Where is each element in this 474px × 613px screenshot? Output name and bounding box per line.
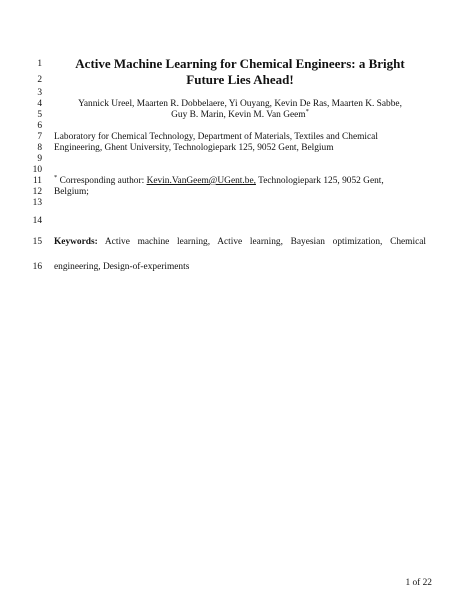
line-number: 15	[32, 237, 42, 247]
line-number: 1	[37, 59, 42, 69]
line-number: 7	[37, 132, 42, 142]
line-number: 4	[37, 99, 42, 109]
paper-title-line-2: Future Lies Ahead!	[186, 72, 294, 87]
affiliation-line-2: Engineering, Ghent University, Technologiepark 125, 9052 Gent, Belgium	[54, 143, 334, 153]
line-number: 2	[37, 75, 42, 85]
corresponding-country: Belgium;	[54, 187, 89, 197]
line-number: 16	[32, 262, 42, 272]
page-number: 1 of 22	[405, 578, 432, 588]
keywords-label: Keywords:	[54, 237, 98, 247]
authors-line-1: Yannick Ureel, Maarten R. Dobbelaere, Yi Ouyang, Kevin De Ras, Maarten K. Sabbe,	[78, 99, 402, 109]
corresponding-label: Corresponding author:	[57, 176, 147, 186]
line-number: 9	[37, 154, 42, 164]
authors-names: Guy B. Marin, Kevin M. Van Geem	[171, 110, 306, 120]
corresponding-address: Technologiepark 125, 9052 Gent,	[255, 176, 384, 186]
paper-title-line-1: Active Machine Learning for Chemical Engineers: a Bright	[75, 56, 405, 71]
line-number: 13	[32, 198, 42, 208]
corresponding-author-mark: *	[305, 107, 309, 115]
line-2	[0, 72, 474, 86]
line-number: 12	[32, 187, 42, 197]
line-14	[0, 214, 474, 228]
line-number: 14	[32, 216, 42, 226]
affiliation-line-1: Laboratory for Chemical Technology, Department of Materials, Textiles and Chemical	[54, 132, 378, 142]
line-16	[0, 260, 474, 274]
line-number: 8	[37, 143, 42, 153]
keywords-list-part-1: Active machine learning, Active learning, Bayesian optimization, Chemical	[97, 237, 426, 247]
line-number: 3	[37, 88, 42, 98]
line-number: 5	[37, 110, 42, 120]
line-number: 6	[37, 121, 42, 131]
keywords-line-1	[54, 235, 426, 249]
line-15	[0, 235, 474, 249]
corresponding-mark: *	[54, 173, 58, 181]
line-number: 10	[32, 165, 42, 175]
corresponding-email-link[interactable]: Kevin.VanGeem@UGent.be,	[146, 176, 256, 186]
line-1	[0, 56, 474, 70]
line-number: 11	[32, 176, 42, 186]
line-13	[0, 196, 474, 210]
keywords-line-2: engineering, Design-of-experiments	[54, 262, 190, 272]
